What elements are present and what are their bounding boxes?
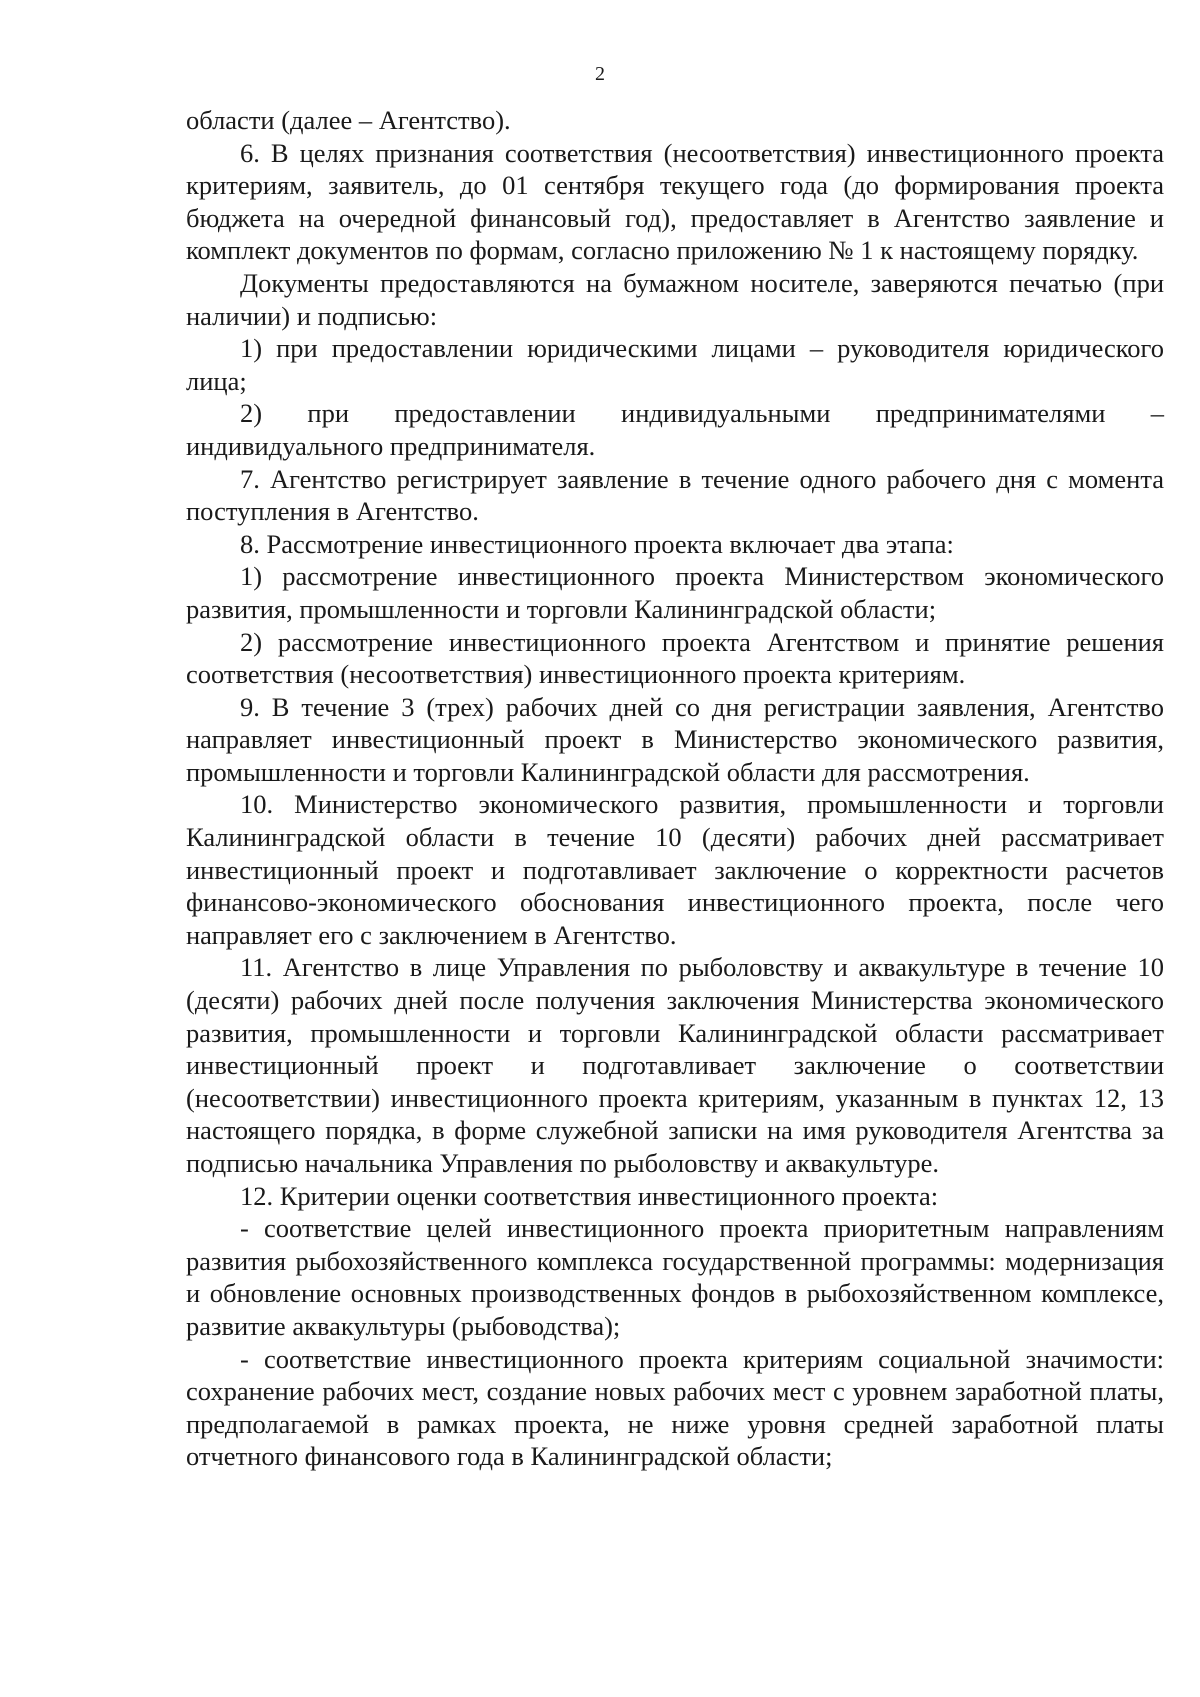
paragraph-continuation: области (далее – Агентство). [186,105,511,135]
paragraph-item-11: 11. Агентство в лице Управления по рыболовству и аквакультуре в течение 10 (десяти) рабочих дней после получения заключения Министерства экономического развития, промышленности и торговли Калининградской области рассматривает инвестиционный проект и подготавливает заключение о соответствии (несоответствии) инвестиционного проекта критериям, указанным в пунктах 12, 13 настоящего порядка, в форме служебной записки на имя руководителя Агентства за подписью начальника Управления по рыболовству и аквакультуре. [186,952,1164,1178]
page-number: 2 [595,63,605,85]
paragraph-item-6: 6. В целях признания соответствия (несоответствия) инвестиционного проекта критериям, заявитель, до 01 сентября текущего года (до формирования проекта бюджета на очередной финансовый год), предоставляет в Агентство заявление и комплект документов по формам, согласно приложению № 1 к настоящему порядку. [186,137,1164,266]
list-item-stage-2: 2) рассмотрение инвестиционного проекта Агентством и принятие решения соответствия (несоответствия) инвестиционного проекта критериям. [186,626,1164,690]
document-body [186,104,1164,1473]
list-item-stage-1: 1) рассмотрение инвестиционного проекта Министерством экономического развития, промышленности и торговли Калининградской области; [186,561,1164,624]
list-item-criteria-priority: - соответствие целей инвестиционного проекта приоритетным направлениям развития рыбохозяйственного комплекса государственной программы: модернизация и обновление основных производственных фондов в рыбохозяйственном комплексе, развитие аквакультуры (рыбоводства); [186,1213,1164,1341]
paragraph-item-8: 8. Рассмотрение инвестиционного проекта включает два этапа: [240,528,954,559]
list-item-entrepreneurs: 2) при предоставлении индивидуальными предпринимателями – индивидуального предпринимателя. [186,398,1164,461]
list-item-legal-entities: 1) при предоставлении юридическими лицами – руководителя юридического лица; [186,333,1164,396]
paragraph-item-7: 7. Агентство регистрирует заявление в течение одного рабочего дня с момента поступления в Агентство. [186,463,1164,527]
paragraph-documents: Документы предоставляются на бумажном носителе, заверяются печатью (при наличии) и подписью: [186,267,1164,331]
paragraph-item-10: 10. Министерство экономического развития, промышленности и торговли Калининградской области в течение 10 (десяти) рабочих дней рассматривает инвестиционный проект и подготавливает заключение о корректности расчетов финансово-экономического обоснования инвестиционного проекта, после чего направляет его с заключением в Агентство. [186,789,1164,950]
paragraph-item-9: 9. В течение 3 (трех) рабочих дней со дня регистрации заявления, Агентство направляет инвестиционный проект в Министерство экономического развития, промышленности и торговли Калининградской области для рассмотрения. [186,691,1164,787]
paragraph-item-12: 12. Критерии оценки соответствия инвестиционного проекта: [240,1180,939,1211]
list-item-criteria-social: - соответствие инвестиционного проекта критериям социальной значимости: сохранение рабочих мест, создание новых рабочих мест с уровнем заработной платы, предполагаемой в рамках проекта, не ниже уровня средней заработной платы отчетного финансового года в Калининградской области; [186,1343,1164,1472]
